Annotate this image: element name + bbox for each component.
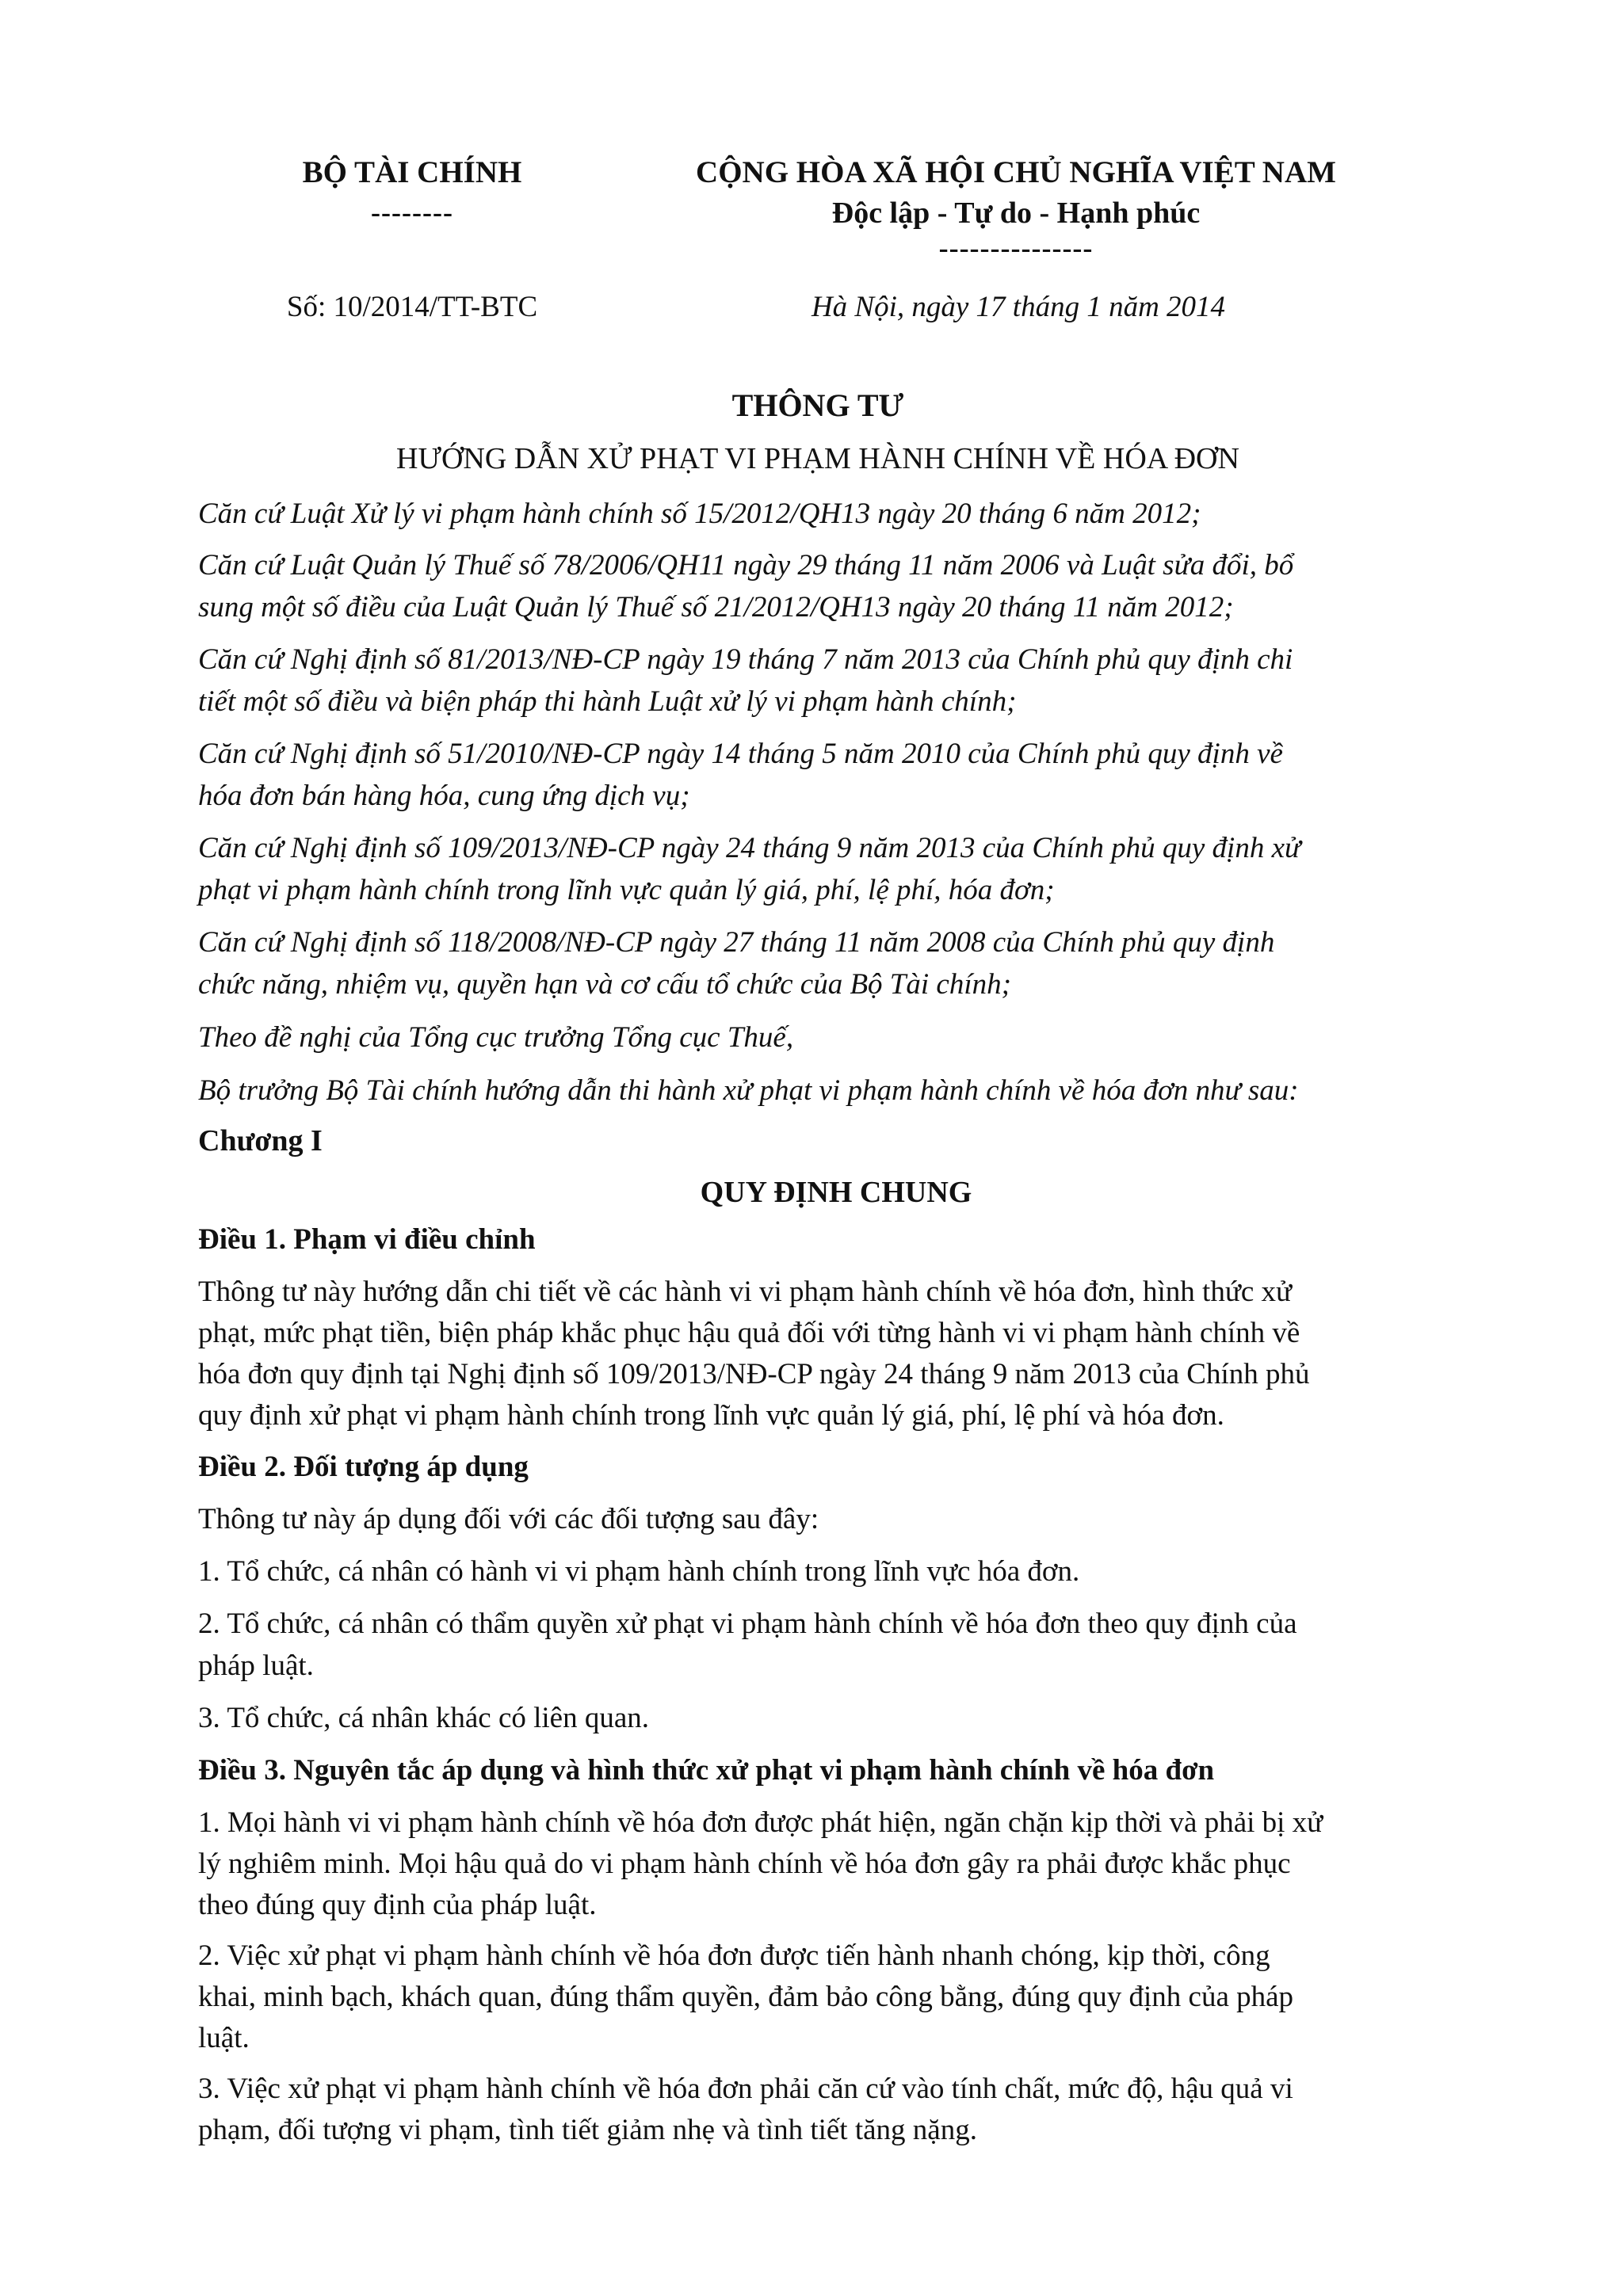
national-motto: Độc lập - Tự do - Hạnh phúc (831, 196, 1201, 230)
preamble-item: Theo đề nghị của Tổng cục trưởng Tổng cục Thuế, (198, 1021, 794, 1054)
preamble (198, 493, 1466, 1112)
article-2-intro: Thông tư này áp dụng đối với các đối tượng sau đây: (198, 1503, 819, 1535)
article-3-item: 2. Việc xử phạt vi phạm hành chính về hóa đơn được tiến hành nhanh chóng, kịp thời, công khai, minh bạch, khách quan, đúng thẩm quyền, đảm bảo công bằng, đúng quy định của pháp luật. (198, 1939, 1294, 2054)
preamble-item: Căn cứ Luật Xử lý vi phạm hành chính số 15/2012/QH13 ngày 20 tháng 6 năm 2012; (198, 498, 1201, 530)
preamble-item: Căn cứ Nghị định số 118/2008/NĐ-CP ngày 27 tháng 11 năm 2008 của Chính phủ quy định chức năng, nhiệm vụ, quyền hạn và cơ cấu tổ chức của Bộ Tài chính; (198, 926, 1275, 1001)
preamble-item: Căn cứ Luật Quản lý Thuế số 78/2006/QH11 ngày 29 tháng 11 năm 2006 và Luật sửa đổi, bổ sung một số điều của Luật Quản lý Thuế số 21/2012/QH13 ngày 20 tháng 11 năm 2012; (198, 549, 1294, 624)
preamble-item: Căn cứ Nghị định số 51/2010/NĐ-CP ngày 14 tháng 5 năm 2010 của Chính phủ quy định về hóa đơn bán hàng hóa, cung ứng dịch vụ; (198, 738, 1283, 812)
article-3-item: 3. Việc xử phạt vi phạm hành chính về hóa đơn phải căn cứ vào tính chất, mức độ, hậu quả vi phạm, đối tượng vi phạm, tình tiết giảm nhẹ và tình tiết tăng nặng. (198, 2073, 1293, 2146)
article-2-heading: Điều 2. Đối tượng áp dụng (198, 1451, 529, 1483)
ministry-rule: -------- (371, 196, 453, 228)
motto-rule: --------------- (938, 232, 1094, 264)
article-2-item: 2. Tổ chức, cá nhân có thẩm quyền xử phạt vi phạm hành chính về hóa đơn theo quy định của pháp luật. (198, 1608, 1297, 1682)
preamble-item: Bộ trưởng Bộ Tài chính hướng dẫn thi hành xử phạt vi phạm hành chính về hóa đơn như sau: (198, 1074, 1299, 1107)
preamble-item: Căn cứ Nghị định số 81/2013/NĐ-CP ngày 19 tháng 7 năm 2013 của Chính phủ quy định chi tiết một số điều và biện pháp thi hành Luật xử lý vi phạm hành chính; (198, 643, 1293, 718)
preamble-item: Căn cứ Nghị định số 109/2013/NĐ-CP ngày 24 tháng 9 năm 2013 của Chính phủ quy định xử phạt vi phạm hành chính trong lĩnh vực quản lý giá, phí, lệ phí, hóa đơn; (198, 832, 1301, 906)
document-subject: HƯỚNG DẪN XỬ PHẠT VI PHẠM HÀNH CHÍNH VỀ HÓA ĐƠN (396, 442, 1239, 475)
article-2-item: 3. Tổ chức, cá nhân khác có liên quan. (198, 1702, 650, 1734)
chapter-title: QUY ĐỊNH CHUNG (700, 1176, 972, 1209)
ministry-name: BỘ TÀI CHÍNH (302, 155, 522, 189)
article-1-heading: Điều 1. Phạm vi điều chỉnh (198, 1223, 536, 1256)
articles (198, 1219, 1466, 2151)
article-1-body: Thông tư này hướng dẫn chi tiết về các hành vi vi phạm hành chính về hóa đơn, hình thức xử phạt, mức phạt tiền, biện pháp khắc phục hậu quả đối với từng hành vi vi phạm hành chính về hóa đơn quy định tại Nghị định số 109/2013/NĐ-CP ngày 24 tháng 9 năm 2013 của Chính phủ quy định xử phạt vi phạm hành chính trong lĩnh vực quản lý giá, phí, lệ phí và hóa đơn. (198, 1276, 1310, 1432)
chapter-label: Chương I (198, 1124, 323, 1158)
document-type: THÔNG TƯ (731, 387, 904, 423)
country-name: CỘNG HÒA XÃ HỘI CHỦ NGHĨA VIỆT NAM (696, 155, 1336, 189)
article-3-item: 1. Mọi hành vi vi phạm hành chính về hóa đơn được phát hiện, ngăn chặn kịp thời và phải bị xử lý nghiêm minh. Mọi hậu quả do vi phạm hành chính về hóa đơn gây ra phải được khắc phục theo đúng quy định của pháp luật. (198, 1806, 1323, 1921)
article-2-item: 1. Tổ chức, cá nhân có hành vi vi phạm hành chính trong lĩnh vực hóa đơn. (198, 1555, 1080, 1588)
place-and-date: Hà Nội, ngày 17 tháng 1 năm 2014 (811, 291, 1226, 323)
document-number: Số: 10/2014/TT-BTC (286, 291, 538, 323)
article-3-heading: Điều 3. Nguyên tắc áp dụng và hình thức xử phạt vi phạm hành chính về hóa đơn (198, 1754, 1215, 1787)
